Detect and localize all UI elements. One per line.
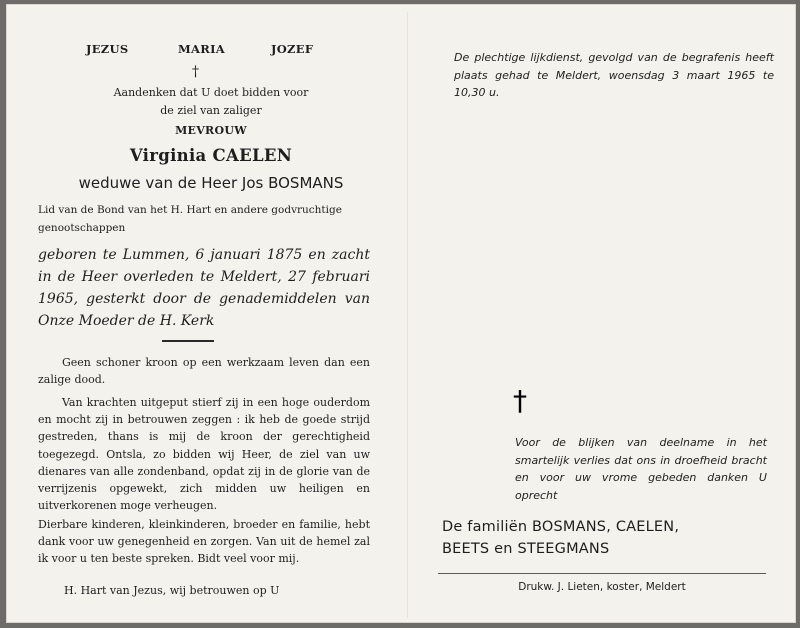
honorific: MEVROUW <box>175 124 247 137</box>
birth-death-text: geboren te Lummen, 6 januari 1875 en zacht in de Heer overleden te Meldert, 27 februari 1965, gesterkt door de genademiddelen van Onze Moeder de H. Kerk <box>38 247 370 329</box>
large-cross-icon: † <box>513 384 527 417</box>
center-fold <box>407 12 408 618</box>
intro-text <box>66 84 356 120</box>
divider-rule <box>162 340 214 342</box>
holy-name-maria: MARIA <box>178 42 226 56</box>
footer-rule <box>438 573 766 574</box>
families-line-2: BEETS en STEEGMANS <box>442 541 610 557</box>
holy-name-jezus: JEZUS <box>86 42 129 56</box>
thanks-text: Voor de blijken van deelname in het smartelijk verlies dat ons in droefheid bracht en voor uw vrome gebeden danken U oprecht <box>515 436 767 502</box>
closing-prayer: H. Hart van Jezus, wij betrouwen op U <box>64 584 280 597</box>
funeral-notice: De plechtige lijkdienst, gevolgd van de begrafenis heeft plaats gehad te Meldert, woensdag 3 maart 1965 te 10,30 u. <box>454 51 774 99</box>
families-block <box>442 516 772 560</box>
printer-credit: Drukw. J. Lieten, koster, Meldert <box>518 581 686 593</box>
intro-line-1: Aandenken dat U doet bidden voor <box>113 86 309 99</box>
families-line-1: De familiën BOSMANS, CAELEN, <box>442 519 680 535</box>
membership-text: Lid van de Bond van het H. Hart en andere godvruchtige genootschappen <box>38 204 342 234</box>
memorial-card <box>6 4 796 623</box>
paragraph-2: Van krachten uitgeput stierf zij in een hoge ouderdom en mocht zij in betrouwen zeggen : ik heb de goede strijd gestreden, thans is mij de kroon der gerechtigheid toegezegd. Ontsla, zo bidden wij Heer, de ziel van uw dienares van alle zondenband, opdat zij in de glorie van de verrijzenis opgewekt, zich midden uw heiligen en uitverkorenen moge verheugen. <box>38 396 370 513</box>
holy-name-jozef: JOZEF <box>271 42 314 56</box>
paragraph-3: Dierbare kinderen, kleinkinderen, broeder en familie, hebt dank voor uw genegenheid en zorgen. Van uit de hemel zal ik voor u ten beste spreken. Bidt veel voor mij. <box>38 518 370 566</box>
cross-icon: † <box>192 64 199 80</box>
paragraph-1: Geen schoner kroon op een werkzaam leven dan een zalige dood. <box>38 356 370 387</box>
deceased-name: Virginia CAELEN <box>129 146 293 165</box>
spouse-line: weduwe van de Heer Jos BOSMANS <box>78 174 344 192</box>
intro-line-2: de ziel van zaliger <box>160 104 262 117</box>
